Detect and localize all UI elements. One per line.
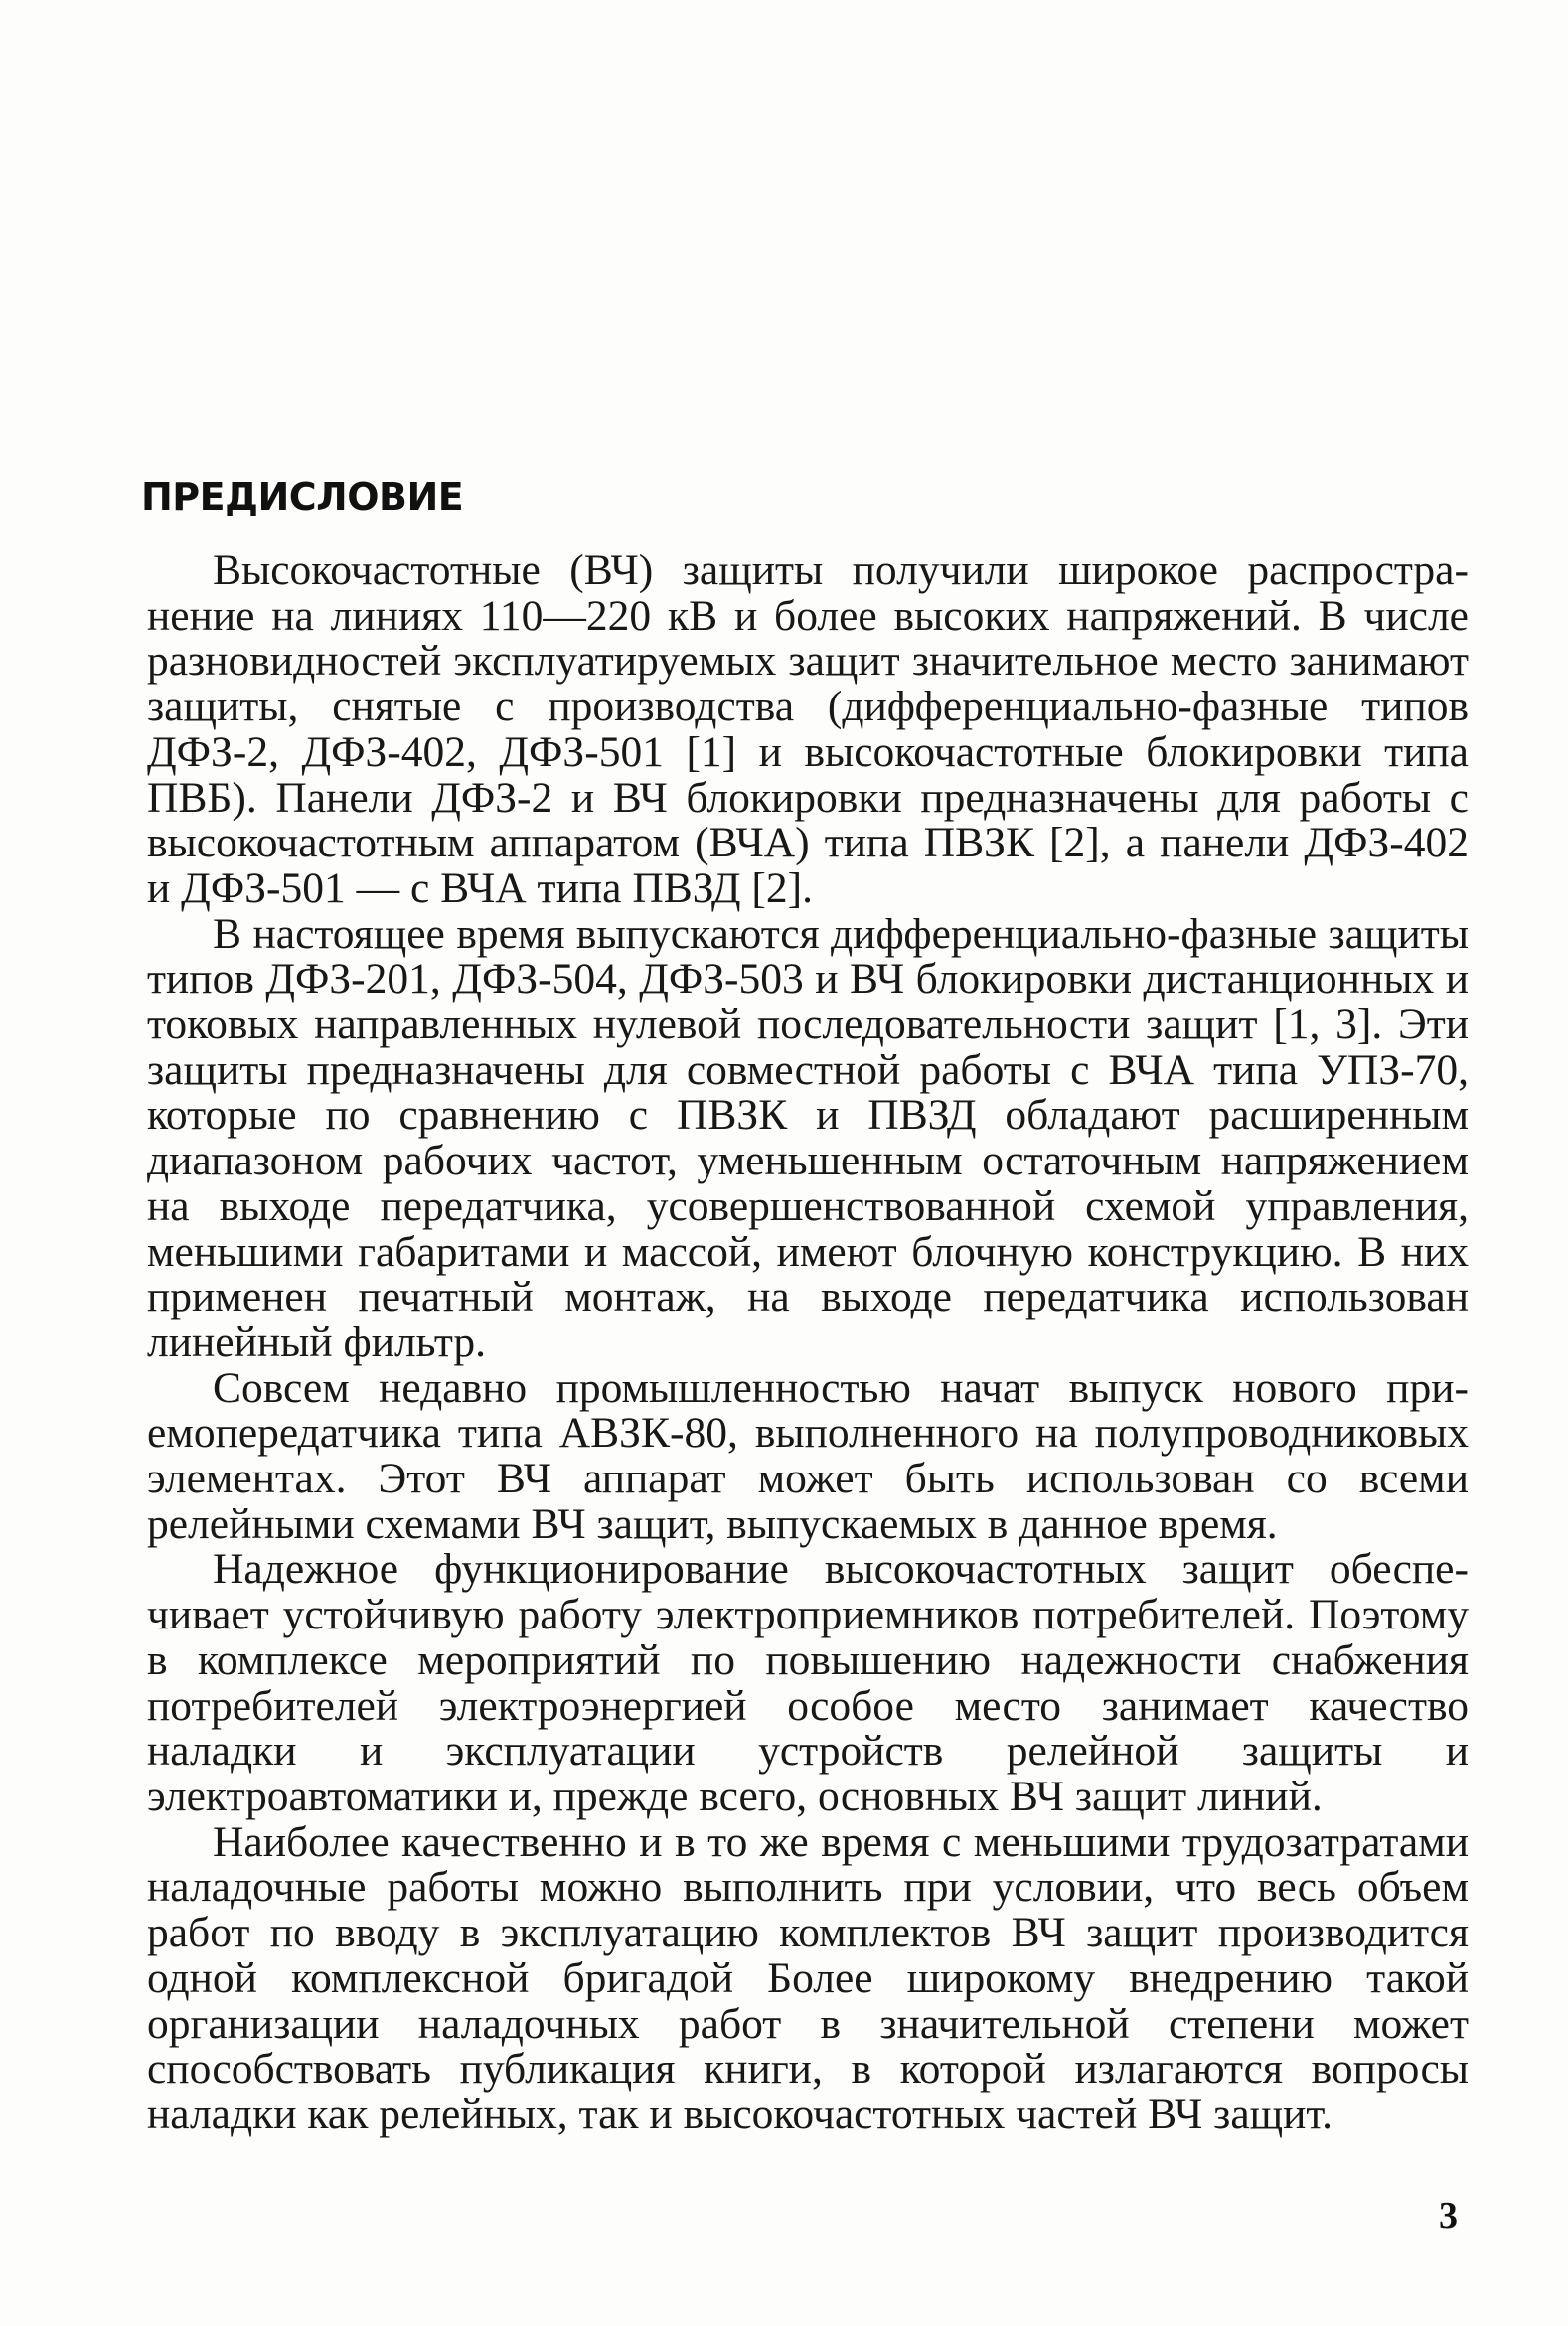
paragraph: Высокочастотные (ВЧ) защиты получили широкое распространение на линиях 110—220 кВ и более высоких напряжений. В числе разновидностей эксплуатируемых защит значительное место занимают защиты, снятые с производства (дифференциально-фазные типов ДФЗ-2, ДФЗ-402, ДФЗ-501 [1] и высокочастотные блокировки типа ПВБ). Панели ДФЗ-2 и ВЧ блокировки предназначены для работы с высокочастотным аппаратом (ВЧА) типа ПВЗК [2], а панели ДФЗ-402 и ДФЗ-501 — с ВЧА типа ПВЗД [2]. bbox=[147, 546, 1469, 912]
section-heading: ПРЕДИСЛОВИЕ bbox=[141, 475, 464, 519]
page-number: 3 bbox=[1439, 2195, 1458, 2237]
paragraph: Совсем недавно промышленностью начат выпуск нового приемопередатчика типа АВЗК-80, выполненного на полупроводниковых элементах. Этот ВЧ аппарат может быть использован со всеми релейными схемами ВЧ защит, выпускаемых в данное время. bbox=[147, 1363, 1469, 1548]
paragraph: В настоящее время выпускаются дифференциально-фазные защиты типов ДФЗ-201, ДФЗ-504, ДФЗ-503 и ВЧ блокировки дистанционных и токовых направленных нулевой последовательности защит [1, 3]. Эти защиты предназначены для совместной работы с ВЧА типа УПЗ-70, которые по сравнению с ПВЗК и ПВЗД обладают расширенным диапазоном рабочих частот, уменьшенным остаточным напряжением на выходе передатчика, усовершенствованной схемой управления, меньшими габаритами и массой, имеют блочную конструкцию. В них применен печатный монтаж, на выходе передатчика использован линейный фильтр. bbox=[147, 909, 1469, 1366]
paragraph: Надежное функционирование высокочастотных защит обеспечивает устойчивую работу электроприемников потребителей. Поэтому в комплексе мероприятий по повышению надежности снабжения потребителей электроэнергией особое место занимает качество наладки и эксплуатации устройств релейной защиты и электроавтоматики и, прежде всего, основных ВЧ защит линий. bbox=[147, 1545, 1469, 1820]
paragraph: Наиболее качественно и в то же время с меньшими трудозатратами наладочные работы можно выполнить при условии, что весь объем работ по вводу в эксплуатацию комплектов ВЧ защит производится одной комплексной бригадой Более широкому внедрению такой организации наладочных работ в значительной степени может способствовать публикация книги, в которой излагаются вопросы наладки как релейных, так и высокочастотных частей ВЧ защит. bbox=[147, 1817, 1469, 2138]
preface-body bbox=[147, 548, 1469, 2138]
